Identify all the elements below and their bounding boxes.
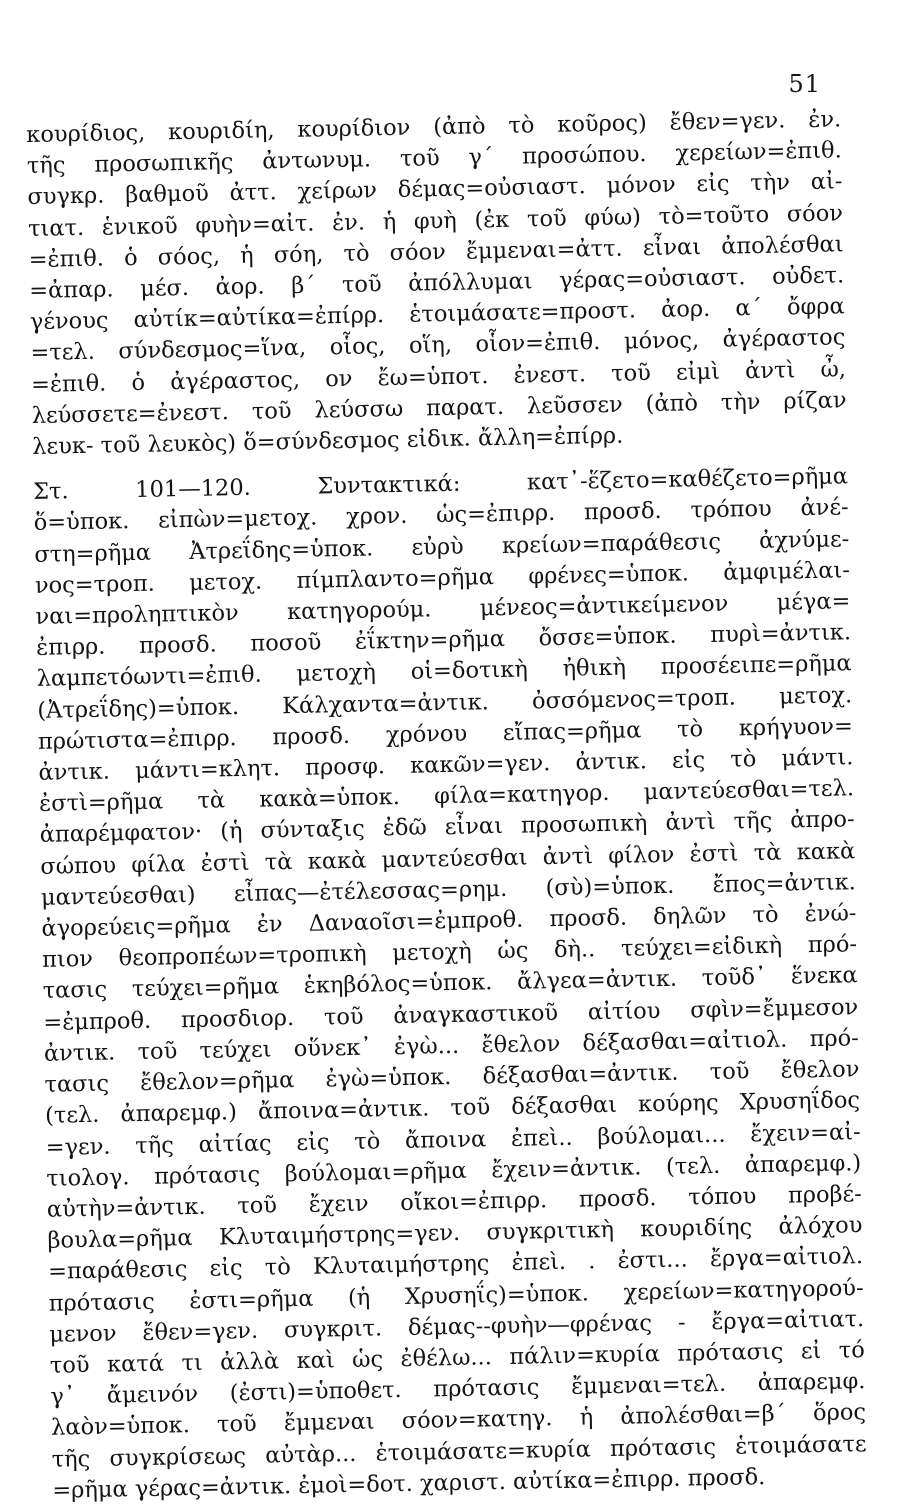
text-line: νος=τροπ. μετοχ. πίμπλαντο=ρῆμα φρένες=ὑποκ. ἀμφιμέλαι- [34,557,851,599]
text-line: (τελ. ἀπαρεμφ.) ἄποινα=ἀντικ. τοῦ δέξασθαι κούρης Χρυσηΐδος [44,1087,861,1130]
text-line: τασις ἔθελον=ρῆμα ἐγὼ=ὑποκ. δέξασθαι=ἀντικ. τοῦ ἔθελον [44,1056,860,1098]
text-line: ἐστὶ=ρῆμα τὰ κακὰ=ὑποκ. φίλα=κατηγορ. μαντεύεσθαι=τελ. [38,775,855,818]
text-line: ἀγορεύεις=ρῆμα ἐν Δαναοῖσι=ἐμπροθ. προσδ. δηλῶν τὸ ἐνώ- [41,900,857,942]
text-line: γ᾽ ἄμεινόν (ἐστι)=ὑποθετ. πρότασις ἔμμεναι=τελ. ἀπαρεμφ. [50,1368,866,1410]
text-line: ἀντικ. μάντι=κλητ. προσφ. κακῶν=γεν. ἀντικ. εἰς τὸ μάντι. [38,744,854,786]
text-line: =γεν. τῆς αἰτίας εἰς τὸ ἄποινα ἐπεὶ.. βούλομαι... ἔχειν=αἰ- [45,1118,861,1161]
section-heading-line: Στ. 101—120. Συντακτικά: κατ᾽-ἕζετο=καθέζετο=ρῆμα [32,463,849,506]
text-line: σώπου φίλα ἐστὶ τὰ κακὰ μαντεύεσθαι ἀντὶ φίλον ἐστὶ τὰ κακὰ [40,837,856,880]
text-line: πρότασις ἐστι=ρῆμα (ἡ Χρυσηΐς)=ὑποκ. χερείων=κατηγορού- [48,1274,864,1317]
text-line: πιον θεοπροπέων=τροπικὴ μετοχὴ ὡς δὴ.. τεύχει=εἰδικὴ πρό- [41,931,858,974]
text-line: στη=ρῆμα Ἀτρεΐδης=ὑποκ. εὐρὺ κρείων=παράθεσις ἀχνύμε- [34,525,850,568]
text-line: =ἀπαρ. μέσ. ἀορ. β΄ τοῦ ἀπόλλυμαι γέρας=οὐσιαστ. οὐδετ. [29,262,845,304]
text-line: ὅ=ὑποκ. εἰπὼν=μετοχ. χρον. ὡς=ἐπιρρ. προσδ. τρόπου ἀνέ- [33,494,849,537]
text-line: τοῦ κατά τι ἀλλὰ καὶ ὡς ἐθέλω... πάλιν=κυρία πρότασις εἰ τό [49,1337,866,1379]
text-line: πρώτιστα=ἐπιρρ. προσδ. χρόνου εἴπας=ρῆμα τὸ κρήγυον= [37,713,854,755]
text-line: =παράθεσις εἰς τὸ Κλυταιμήστρης ἐπεὶ. . ἐστι... ἔργα=αἰτιολ. [47,1243,864,1286]
text-line: λαὸν=ὑποκ. τοῦ ἔμμεναι σόον=κατηγ. ἡ ἀπολέσθαι=β΄ ὅρος [50,1399,867,1442]
text-line: συγκρ. βαθμοῦ ἀττ. χείρων δέμας=οὐσιαστ. μόνον εἰς τὴν αἰ- [27,168,843,211]
text-line: γένους αὐτίκ=αὐτίκα=ἐπίρρ. ἑτοιμάσατε=προστ. ἀορ. α΄ ὄφρα [29,293,845,336]
text-line: μενον ἔθεν=γεν. συγκριτ. δέμας--φυὴν—φρένας - ἔργα=αἰτιατ. [49,1305,865,1348]
text-line: τῆς συγκρίσεως αὐτὰρ... ἑτοιμάσατε=κυρία πρότασις ἑτοιμάσατε [51,1430,867,1473]
text-line: τασις τεύχει=ρῆμα ἑκηβόλος=ὑποκ. ἄλγεα=ἀντικ. τοῦδ᾽ ἕνεκα [42,962,858,1005]
text-line: λαμπετόωντι=ἐπιθ. μετοχὴ οἱ=δοτικὴ ἠθικὴ προσέειπε=ρῆμα [36,650,852,693]
text-line: τιατ. ἑνικοῦ φυὴν=αἰτ. ἐν. ἡ φυὴ (ἐκ τοῦ φύω) τὸ=τοῦτο σόον [27,199,844,242]
commentary-text [26,104,867,1506]
text-line: λεύσσετε=ἐνεστ. τοῦ λεύσσω παρατ. λεῦσσεν (ἀπὸ τὴν ρίζαν [31,387,847,429]
text-line: βουλα=ρῆμα Κλυταιμήστρης=γεν. συγκριτικὴ κουριδίης ἀλόχου [47,1212,863,1254]
text-line: τῆς προσωπικῆς ἀντωνυμ. τοῦ γ΄ προσώπου. χερείων=ἐπιθ. [26,137,842,180]
text-line: αὐτὴν=ἀντικ. τοῦ ἔχειν οἴκοι=ἐπιρρ. προσδ. τόπου προβέ- [46,1181,863,1223]
text-line: (Ἀτρεΐδης)=ὑποκ. Κάλχαντα=ἀντικ. ὀσσόμενος=τροπ. μετοχ. [37,681,853,724]
text-line: =ρῆμα γέρας=ἀντικ. ἐμοὶ=δοτ. χαριστ. αὐτίκα=ἐπιρρ. προσδ. [52,1463,766,1504]
syntax-section [33,462,868,1507]
text-line: μαντεύεσθαι) εἶπας—ἐτέλεσσας=ρημ. (σὺ)=ὑποκ. ἔπος=ἀντικ. [40,869,857,911]
text-line: =ἐπιθ. ὁ σόος, ἡ σόη, τὸ σόον ἔμμεναι=ἀττ. εἶναι ἀπολέσθαι [28,231,844,273]
text-line: λευκ- τοῦ λευκὸς) ὅ=σύνδεσμος εἰδικ. ἄλλη=ἐπίρρ. [32,422,624,460]
text-line: κουρίδιος, κουριδίη, κουρίδιον (ἀπὸ τὸ κοῦρος) ἔθεν=γεν. ἐν. [26,106,842,148]
text-line: τιολογ. πρότασις βούλομαι=ρῆμα ἔχειν=ἀντικ. (τελ. ἀπαρεμφ.) [46,1149,862,1192]
page-number: 51 [788,70,821,98]
text-line: =ἐπιθ. ὁ ἀγέραστος, ον ἔω=ὑποτ. ἐνεστ. τοῦ εἰμὶ ἀντὶ ὦ, [30,355,847,398]
text-line: ἀντικ. τοῦ τεύχει οὕνεκ᾽ ἐγὼ... ἔθελον δέξασθαι=αἰτιολ. πρό- [43,1025,860,1067]
vocabulary-section [26,104,847,463]
text-line: =τελ. σύνδεσμος=ἵνα, οἷος, οἵη, οἷον=ἐπιθ. μόνος, ἀγέραστος [30,324,846,367]
text-line: =ἐμπροθ. προσδιορ. τοῦ ἀναγκαστικοῦ αἰτίου σφὶν=ἔμμεσον [43,993,859,1036]
text-line: ναι=προληπτικὸν κατηγορούμ. μένεος=ἀντικείμενον μέγα= [35,588,851,630]
text-line: ἀπαρέμφατον· (ἡ σύνταξις ἐδῶ εἶναι προσωπικὴ ἀντὶ τῆς ἀπρο- [39,806,855,849]
text-line: ἐπιρρ. προσδ. ποσοῦ ἐΐκτην=ρῆμα ὄσσε=ὑποκ. πυρὶ=ἀντικ. [35,619,852,662]
